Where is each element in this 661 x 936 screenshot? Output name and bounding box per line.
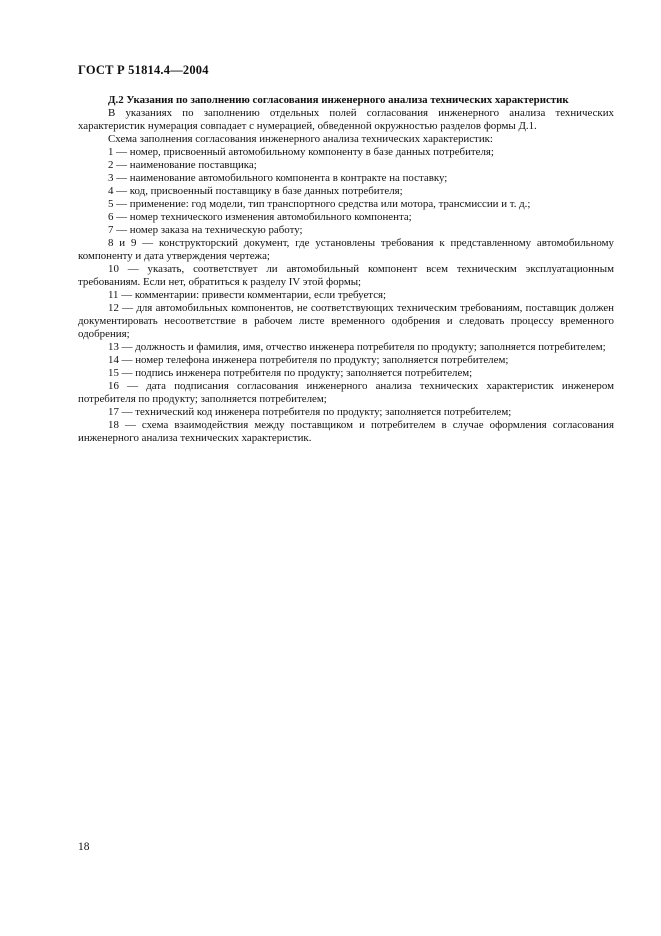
section-d2 bbox=[78, 94, 614, 445]
list-item: 17 — технический код инженера потребителя по продукту; заполняется потребителем; bbox=[108, 406, 512, 418]
list-item: 5 — применение: год модели, тип транспортного средства или мотора, трансмиссии и т. д.; bbox=[108, 198, 531, 210]
list-item: 13 — должность и фамилия, имя, отчество инженера потребителя по продукту; заполняется потребителем; bbox=[108, 341, 606, 353]
list-item: 10 — указать, соответствует ли автомобильный компонент всем техническим эксплуатационным требованиям. Если нет, обратиться к разделу IV этой формы; bbox=[78, 263, 614, 288]
list-item: 3 — наименование автомобильного компонента в контракте на поставку; bbox=[108, 172, 448, 184]
document-header: ГОСТ Р 51814.4—2004 bbox=[78, 63, 209, 77]
list-item: 4 — код, присвоенный поставщику в базе данных потребителя; bbox=[108, 185, 403, 197]
paragraph: Схема заполнения согласования инженерного анализа технических характеристик: bbox=[108, 133, 493, 145]
list-item: 7 — номер заказа на техническую работу; bbox=[108, 224, 303, 236]
list-item: 18 — схема взаимодействия между поставщиком и потребителем в случае оформления согласования инженерного анализа технических характеристик. bbox=[78, 419, 614, 444]
list-item: 1 — номер, присвоенный автомобильному компоненту в базе данных потребителя; bbox=[108, 146, 494, 158]
list-item: 15 — подпись инженера потребителя по продукту; заполняется потребителем; bbox=[108, 367, 473, 379]
section-title: Д.2 Указания по заполнению согласования инженерного анализа технических характеристик bbox=[108, 94, 569, 106]
list-item: 11 — комментарии: привести комментарии, если требуется; bbox=[108, 289, 387, 301]
paragraph-list bbox=[78, 107, 614, 445]
list-item: 2 — наименование поставщика; bbox=[108, 159, 257, 171]
list-item: 6 — номер технического изменения автомобильного компонента; bbox=[108, 211, 412, 223]
paragraph: В указаниях по заполнению отдельных полей согласования инженерного анализа технических характеристик нумерация совпадает с нумерацией, обведенной окружностью разделов формы Д.1. bbox=[78, 107, 614, 132]
list-item: 16 — дата подписания согласования инженерного анализа технических характеристик инженером потребителя по продукту; заполняется потребителем; bbox=[78, 380, 614, 405]
list-item: 8 и 9 — конструкторский документ, где установлены требования к представленному автомобильному компоненту и дата утверждения чертежа; bbox=[78, 237, 614, 262]
list-item: 12 — для автомобильных компонентов, не соответствующих техническим требованиям, поставщик должен документировать несоответствие в рабочем листе временного одобрения и следовать процессу временного одобрения; bbox=[78, 302, 614, 340]
list-item: 14 — номер телефона инженера потребителя по продукту; заполняется потребителем; bbox=[108, 354, 509, 366]
page-number: 18 bbox=[78, 841, 90, 853]
